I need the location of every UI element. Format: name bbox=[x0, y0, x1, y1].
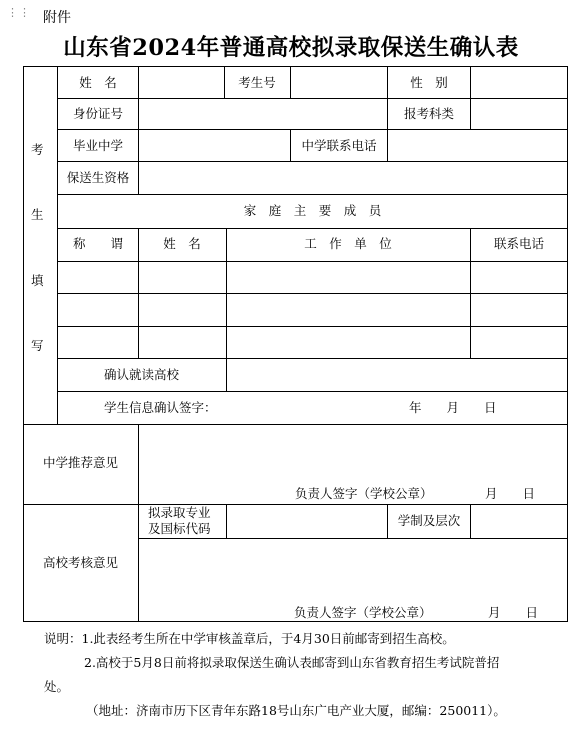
label-middle-school-opinion: 中学推荐意见 bbox=[42, 455, 118, 470]
middle-school-signature-label: 负责人签字（学校公章） bbox=[295, 486, 433, 501]
column-work-unit: 工 作 单 位 bbox=[304, 236, 392, 251]
divider bbox=[23, 504, 568, 505]
divider bbox=[23, 424, 568, 425]
college-signature-label: 负责人签字（学校公章） bbox=[294, 605, 432, 620]
table-border-bottom bbox=[23, 621, 568, 622]
student-signature-label: 学生信息确认签字： bbox=[104, 400, 217, 415]
divider bbox=[57, 228, 568, 229]
table-border-top bbox=[23, 66, 568, 67]
section-student-char: 写 bbox=[31, 338, 44, 353]
label-exam-number: 考生号 bbox=[238, 75, 276, 90]
divider bbox=[57, 98, 568, 99]
divider bbox=[57, 194, 568, 195]
label-name: 姓 名 bbox=[79, 75, 117, 90]
table-border-left bbox=[23, 66, 24, 622]
label-college-opinion: 高校考核意见 bbox=[42, 555, 118, 570]
divider bbox=[138, 538, 568, 539]
divider bbox=[138, 424, 139, 622]
divider bbox=[57, 261, 568, 262]
label-subject: 报考科类 bbox=[403, 106, 454, 121]
label-school-phone: 中学联系电话 bbox=[301, 138, 377, 153]
section-student-char: 考 bbox=[31, 142, 44, 157]
divider bbox=[290, 66, 291, 99]
middle-school-signature-date: 月 日 bbox=[485, 486, 536, 501]
label-confirm-college: 确认就读高校 bbox=[103, 367, 179, 382]
note-line-3: 处。 bbox=[44, 679, 70, 694]
label-graduating-school: 毕业中学 bbox=[72, 138, 123, 153]
label-system-level: 学制及层次 bbox=[397, 513, 461, 528]
label-qualification: 保送生资格 bbox=[66, 170, 130, 185]
label-gender: 性 别 bbox=[410, 75, 448, 90]
note-line-2: 2.高校于5月8日前将拟录取保送生确认表邮寄到山东省教育招生考试院普招 bbox=[84, 655, 500, 670]
label-major-code-line2: 及国标代码 bbox=[148, 521, 211, 536]
section-student-char: 生 bbox=[31, 207, 44, 222]
divider bbox=[57, 129, 568, 130]
college-signature-date: 月 日 bbox=[488, 605, 539, 620]
divider bbox=[57, 326, 568, 327]
divider bbox=[226, 358, 227, 392]
column-contact-phone: 联系电话 bbox=[493, 236, 544, 251]
column-name: 姓 名 bbox=[163, 236, 201, 251]
label-major-code-line1: 拟录取专业 bbox=[148, 505, 211, 520]
section-student-char: 填 bbox=[31, 273, 44, 288]
label-id-number: 身份证号 bbox=[72, 106, 123, 121]
divider bbox=[57, 391, 568, 392]
note-line-4: （地址：济南市历下区青年东路18号山东广电产业大厦，邮编：250011）。 bbox=[86, 703, 506, 718]
column-relation: 称 谓 bbox=[72, 236, 123, 251]
divider bbox=[57, 358, 568, 359]
note-line-1: 说明：1.此表经考生所在中学审核盖章后，于4月30日前邮寄到招生高校。 bbox=[44, 631, 455, 646]
page-title: 山东省2024年普通高校拟录取保送生确认表 bbox=[63, 35, 519, 61]
divider bbox=[57, 161, 568, 162]
attachment-label: 附件 bbox=[43, 10, 71, 26]
drag-handle-icon[interactable]: ⋮⋮ bbox=[7, 6, 31, 19]
divider bbox=[226, 504, 227, 539]
family-members-heading: 家 庭 主 要 成 员 bbox=[243, 203, 382, 218]
divider bbox=[57, 293, 568, 294]
student-signature-date: 年 月 日 bbox=[409, 400, 497, 415]
